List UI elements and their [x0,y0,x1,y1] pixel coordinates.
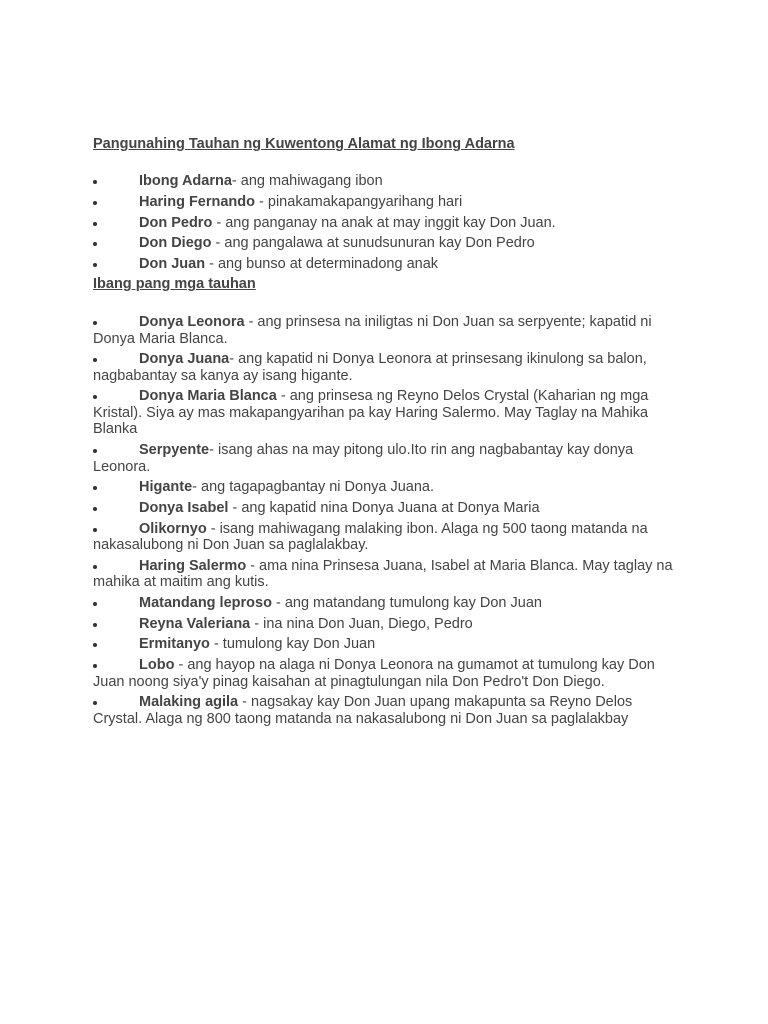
character-description: - ang pangalawa at sunudsunuran kay Don Pedro [211,235,535,252]
character-description: - ang prinsesa ng Reyno Delos Crystal (Kaharian ng mga Kristal). Siya ay mas makapangyarihan pa kay Haring Salermo. May Taglay na Mahika Blanka [93,388,649,438]
character-description: - ang prinsesa na iniligtas ni Don Juan sa serpyente; kapatid ni Donya Maria Blanca. [93,314,652,347]
list-item [93,442,673,475]
list-item [93,173,673,190]
character-description: - nagsakay kay Don Juan upang makapunta sa Reyno Delos Crystal. Alaga ng 800 taong matanda na nakasalubong ni Don Juan sa paglalakbay [93,694,633,727]
bullet-icon [93,222,97,226]
character-name: Haring Salermo [139,557,247,574]
document-title: Pangunahing Tauhan ng Kuwentong Alamat ng Ibong Adarna [93,136,515,152]
bullet-icon [93,507,97,511]
character-description: - tumulong kay Don Juan [209,636,376,653]
character-description: - ang bunso at determinadong anak [205,256,439,273]
character-name: Reyna Valeriana [139,615,251,632]
bullet-icon [93,180,97,184]
character-description: - ina nina Don Juan, Diego, Pedro [250,615,473,632]
list-item [93,521,673,554]
section-subtitle: Ibang pang mga tauhan [93,276,256,292]
bullet-icon [93,395,97,399]
list-item [93,558,673,591]
list-item [93,235,673,252]
list-item [93,616,673,633]
list-item [93,388,673,438]
character-name: Ibong Adarna [139,173,232,189]
list-item [93,479,673,496]
character-name: Donya Maria Blanca [139,388,277,405]
character-name: Matandang leproso [139,595,272,611]
bullet-icon [93,321,97,325]
bullet-icon [93,486,97,490]
character-description: - pinakamakapangyarihang hari [255,193,463,210]
character-name: Donya Isabel [139,499,229,516]
character-description: - isang ahas na may pitong ulo.Ito rin ang nagbabantay kay donya Leonora. [93,442,634,475]
character-description: - ang tagapagbantay ni Donya Juana. [192,479,435,496]
character-description: - ang kapatid ni Donya Leonora at prinsesang ikinulong sa balon, nagbabantay sa kanya ay isang higante. [93,351,647,384]
bullet-icon [93,242,97,246]
character-description: - isang mahiwagang malaking ibon. Alaga ng 500 taong matanda na nakasalubong ni Don Juan sa paglalakbay. [93,520,648,554]
character-name: Don Pedro [139,214,213,231]
bullet-icon [93,449,97,453]
character-name: Haring Fernando [139,193,256,210]
character-name: Don Diego [139,235,212,252]
character-name: Ermitanyo [139,636,210,653]
bullet-icon [93,263,97,267]
character-description: - ang mahiwagang ibon [231,173,383,189]
list-item [93,314,673,347]
character-name: Higante [139,479,193,496]
bullet-icon [93,643,97,647]
character-name: Olikornyo [139,520,207,537]
character-description: - ang kapatid nina Donya Juana at Donya Maria [228,499,540,516]
other-characters-list [93,314,673,731]
list-item [93,500,673,517]
list-item [93,694,673,727]
list-item [93,351,673,384]
character-name: Malaking agila [139,694,239,711]
list-item [93,657,673,690]
bullet-icon [93,701,97,705]
list-item [93,595,673,612]
list-item [93,194,673,211]
character-description: - ang hayop na alaga ni Donya Leonora na gumamot at tumulong kay Don Juan noong siya'y pinag kaisahan at pinagtulungan nila Don Pedro't Don Diego. [93,657,655,690]
character-description: - ama nina Prinsesa Juana, Isabel at Maria Blanca. May taglay na mahika at maitim ang kutis. [93,557,673,591]
character-name: Serpyente [139,442,210,459]
character-name: Lobo [139,657,175,674]
character-name: Don Juan [139,256,206,273]
character-description: - ang panganay na anak at may inggit kay Don Juan. [212,214,556,231]
list-item [93,256,673,273]
character-name: Donya Leonora [139,314,245,330]
list-item [93,215,673,232]
bullet-icon [93,358,97,362]
character-description: - ang matandang tumulong kay Don Juan [271,595,542,611]
bullet-icon [93,201,97,205]
character-name: Donya Juana [139,351,230,368]
bullet-icon [93,528,97,532]
bullet-icon [93,664,97,668]
bullet-icon [93,623,97,627]
bullet-icon [93,602,97,606]
bullet-icon [93,565,97,569]
list-item [93,636,673,653]
main-characters-list [93,173,673,277]
